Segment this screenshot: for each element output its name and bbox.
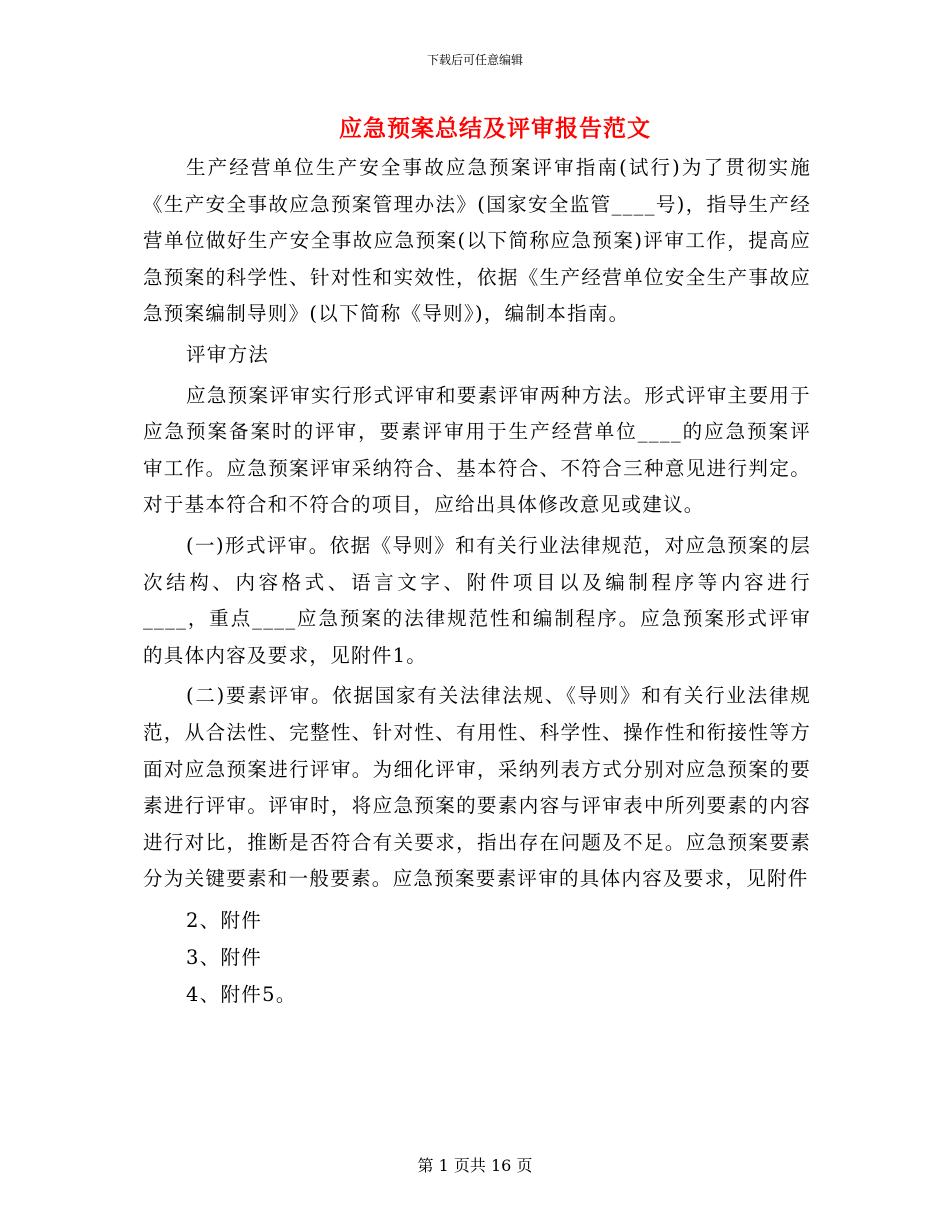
paragraph-formal-review: (一)形式评审。依据《导则》和有关行业法律规范，对应急预案的层次结构、内容格式、语言文字、附件项目以及编制程序等内容进行____，重点____应急预案的法律规范性和编制程序。应急预案形式评审的具体内容及要求，见附件1。: [143, 533, 811, 667]
paragraph-element-review: (二)要素评审。依据国家有关法律法规、《导则》和有关行业法律规范，从合法性、完整性、针对性、有用性、科学性、操作性和衔接性等方面对应急预案进行评审。为细化评审，采纳列表方式分别对应急预案的要素进行评审。评审时，将应急预案的要素内容与评审表中所列要素的内容进行对比，推断是否符合有关要求，指出存在问题及不足。应急预案要素分为关键要素和一般要素。应急预案要素评审的具体内容及要求，见附件: [143, 684, 811, 891]
page-footer: 第 1 页共 16 页: [417, 1156, 533, 1175]
paragraph-review-method: 应急预案评审实行形式评审和要素评审两种方法。形式评审主要用于应急预案备案时的评审，要素评审用于生产经营单位____的应急预案评审工作。应急预案评审采纳符合、基本符合、不符合三种意见进行判定。对于基本符合和不符合的项目，应给出具体修改意见或建议。: [143, 383, 811, 517]
list-item: 4、附件5。: [186, 982, 297, 1006]
paragraph-intro: 生产经营单位生产安全事故应急预案评审指南(试行)为了贯彻实施《生产安全事故应急预案管理办法》(国家安全监管____号)，指导生产经营单位做好生产安全事故应急预案(以下简称应急预案)评审工作，提高应急预案的科学性、针对性和实效性，依据《生产经营单位安全生产事故应急预案编制导则》(以下简称《导则》)，编制本指南。: [143, 156, 811, 326]
section-heading-review-method: 评审方法: [186, 342, 270, 366]
document-body: [143, 150, 811, 1013]
attachment-list: [143, 902, 811, 1013]
document-title: 应急预案总结及评审报告范文: [339, 115, 651, 142]
page-header: 下载后可任意编辑: [426, 53, 523, 67]
list-item: 3、附件: [186, 945, 263, 969]
list-item: 2、附件: [186, 908, 263, 932]
